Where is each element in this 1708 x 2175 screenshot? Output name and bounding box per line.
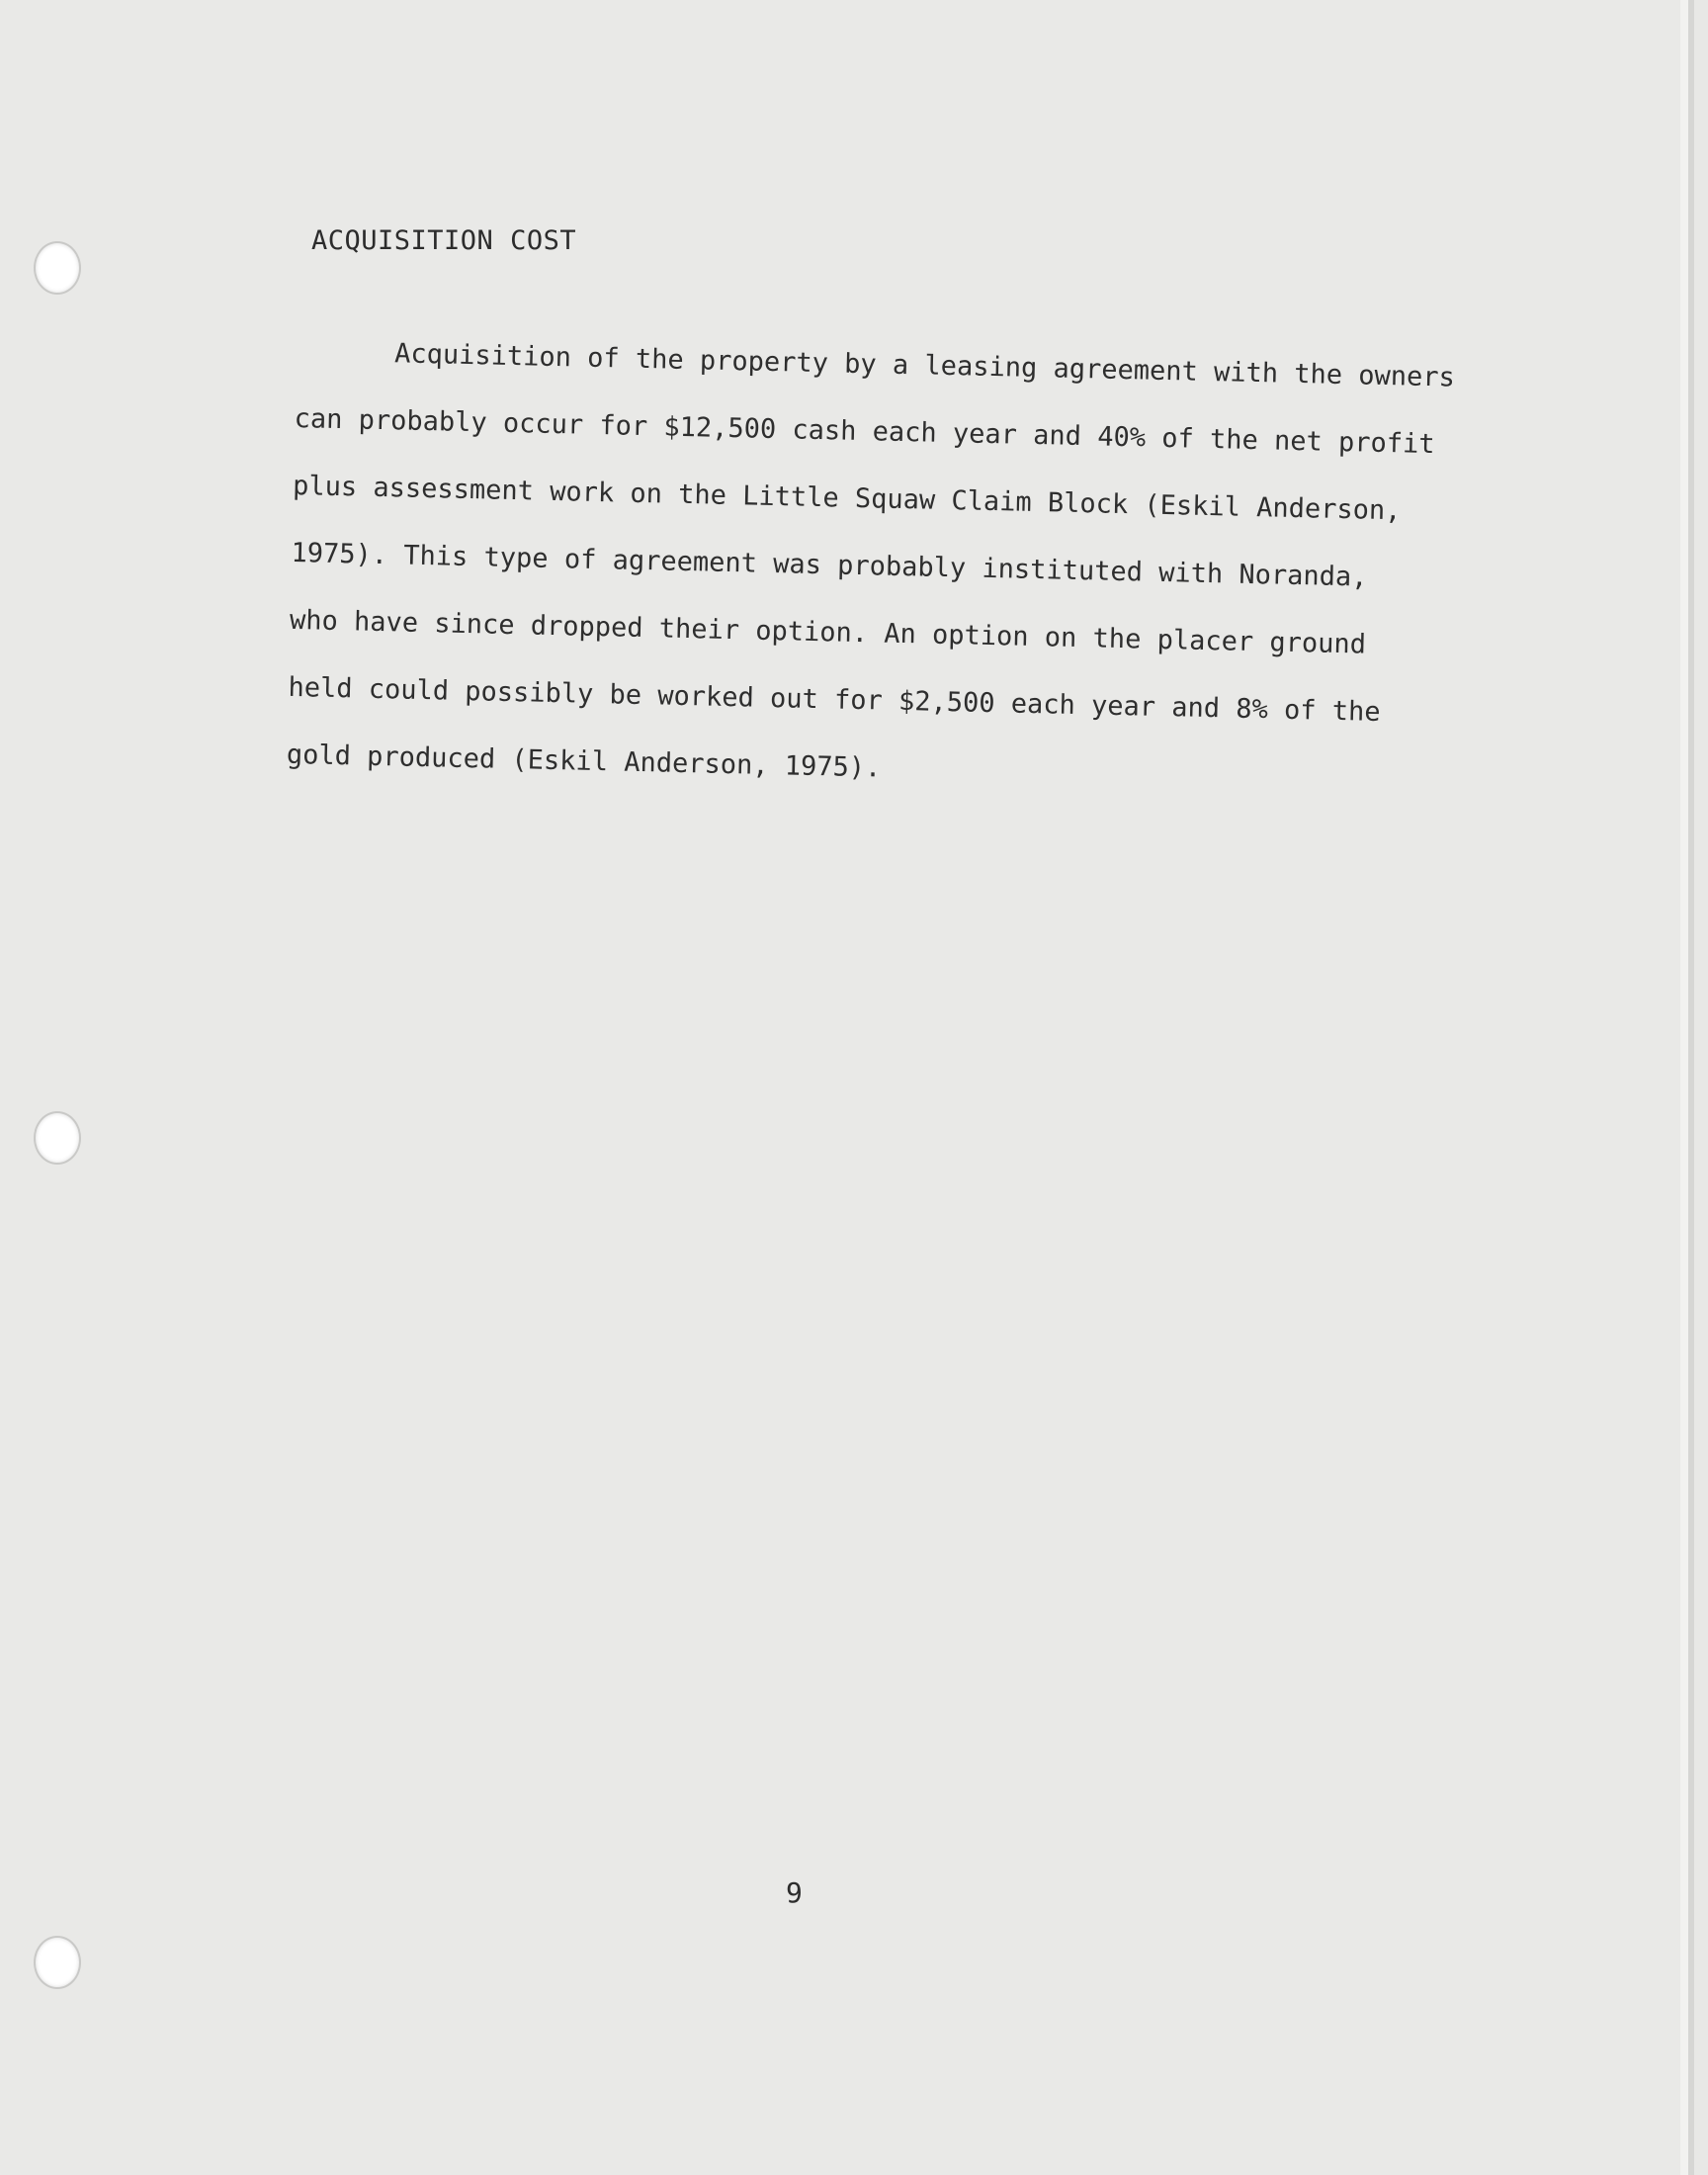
paragraph-line: can probably occur for $12,500 cash each year and 40% of the net profit — [294, 402, 1435, 461]
section-heading: ACQUISITION COST — [311, 225, 577, 256]
paragraph-line: Acquisition of the property by a leasing agreement with the owners — [393, 338, 1456, 393]
page-number: 9 — [786, 1876, 803, 1909]
paragraph-line: gold produced (Eskil Anderson, 1975). — [286, 739, 882, 784]
punch-hole-middle — [34, 1111, 81, 1165]
punch-hole-top — [34, 241, 81, 295]
paragraph-line: plus assessment work on the Little Squaw Claim Block (Eskil Anderson, — [292, 470, 1402, 527]
paragraph-line: held could possibly be worked out for $2,500 each year and 8% of the — [288, 671, 1381, 728]
body-paragraph — [286, 318, 1511, 817]
paragraph-line: 1975). This type of agreement was probably instituted with Noranda, — [291, 537, 1368, 593]
paragraph-line: who have since dropped their option. An option on the placer ground — [289, 604, 1367, 660]
punch-hole-bottom — [34, 1936, 81, 1989]
